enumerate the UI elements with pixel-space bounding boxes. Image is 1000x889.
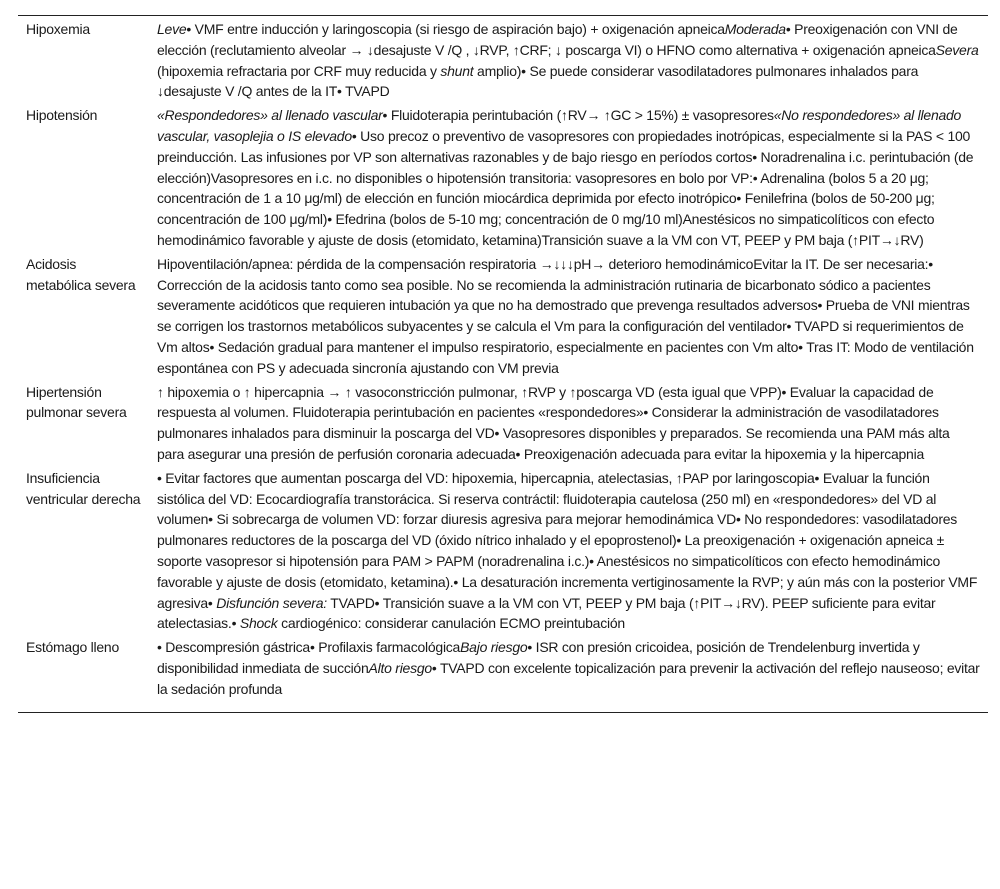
italic-text-segment: Bajo riesgo xyxy=(460,639,528,656)
text-segment: ↑ hipoxemia o ↑ hipercapnia → ↑ vasoconstricción pulmonar, ↑RVP y ↑poscarga VD (esta igual que VPP)• Evaluar la capacidad de respuesta al volumen. Fluidoterapia perintubación en pacientes «respondedores»• Considerar la administración de vasodilatadores pulmonares inhalados para disminuir la poscarga del VD• Vasopresores disponibles y preparados. Se recomienda una PAM más alta para asegurar una presión de perfusión coronaria adecuada• Preoxigenación adecuada para evitar la hipoxemia y la hipercapnia xyxy=(157,383,950,462)
italic-text-segment: shunt xyxy=(440,62,474,79)
row-content xyxy=(149,16,988,103)
row-content xyxy=(149,379,988,465)
text-segment: • Preoxigenación con VNI de elección (reclutamiento alveolar → ↓desajuste V /Q , ↓RVP, ↑CRF; ↓ poscarga VI) o HFNO como alternativa + oxigenación apneica xyxy=(157,21,958,58)
text-segment: cardiogénico: considerar canulación ECMO preintubación xyxy=(277,615,625,632)
text-segment: • Fluidoterapia perintubación (↑RV→ ↑GC > 15%) ± vasopresores xyxy=(382,107,774,124)
text-segment: amplio)• Se puede considerar vasodilatadores pulmonares inhalados para ↓desajuste V /Q antes de la IT• TVAPD xyxy=(157,62,919,100)
row-label: Estómago lleno xyxy=(26,639,120,656)
italic-text-segment: «Respondedores» al llenado vascular xyxy=(157,107,383,124)
table-body xyxy=(18,16,988,713)
row-content xyxy=(149,465,988,634)
table-row xyxy=(18,465,988,634)
text-segment: • Descompresión gástrica• Profilaxis farmacológica xyxy=(157,639,461,656)
italic-text-segment: Leve xyxy=(157,21,187,37)
row-label: Hipertensión pulmonar severa xyxy=(26,383,127,421)
text-segment: • Evitar factores que aumentan poscarga del VD: hipoxemia, hipercapnia, atelectasias, ↑PAP por laringoscopia• Evaluar la función sistólica del VD: Ecocardiografía transtorácica. Si reserva contráctil: fluidoterapia cautelosa (250 ml) en «respondedores» del VD al volumen• Si sobrecarga de volumen VD: forzar diuresis agresiva para mejorar hemodinámica VD• No respondedores: vasodilatadores pulmonares reductores de la poscarga del VD (óxido nítrico inhalado y el epoprostenol)• La preoxigenación + oxigenación apneica ± soporte vasopresor si hipotensión para PAM > PAPM (noradrenalina i.c.)• Anestésicos no simpaticolíticos con efecto hemodinámico favorable y ajuste de dosis (etomidato, ketamina).• La desaturación incrementa vertiginosamente la RVP; y aún más con la posterior VMF agresiva• xyxy=(157,469,978,611)
row-label: Hipoxemia xyxy=(26,21,90,37)
table-row xyxy=(18,251,988,379)
row-label: Insuficiencia ventricular derecha xyxy=(26,469,141,507)
italic-text-segment: Alto riesgo xyxy=(368,659,432,676)
text-segment: (hipoxemia refractaria por CRF muy reducida y xyxy=(157,62,441,79)
clinical-table xyxy=(18,15,988,713)
row-content xyxy=(149,102,988,251)
text-segment: • VMF entre inducción y laringoscopia (si riesgo de aspiración bajo) + oxigenación apneica xyxy=(186,21,725,37)
table-row xyxy=(18,102,988,251)
row-content xyxy=(149,634,988,712)
text-segment: Hipoventilación/apnea: pérdida de la compensación respiratoria →↓↓↓pH→ deterioro hemodinámicoEvitar la IT. De ser necesaria:• Corrección de la acidosis tanto como sea posible. No se recomienda la administración rutinaria de bicarbonato sódico a pacientes severamente acidóticos que requieren intubación ya que no ha demostrado que prevenga resultados adversos• Prueba de VNI mientras se corrigen los trastornos metabólicos subyacentes y se calcula el Vm para la configuración del ventilador• TVAPD si requerimientos de Vm altos• Sedación gradual para mantener el impulso respiratorio, especialmente en pacientes con Vm alto• Tras IT: Modo de ventilación espontánea con PS y adecuada sincronía ajustando con VM previa xyxy=(157,255,974,376)
text-segment: • ISR con presión cricoidea, posición de Trendelenburg invertida y disponibilidad inmediata de succión xyxy=(157,639,920,676)
text-segment: • Uso precoz o preventivo de vasopresores con propiedades inotrópicas, especialmente si la PAS < 100 preinducción. Las infusiones por VP son alternativas razonables y de bajo riesgo en períodos cortos• Noradrenalina i.c. perintubación (de elección)Vasopresores en i.c. no disponibles o hipotensión transitoria: vasopresores en bolo por VP:• Adrenalina (bolos 5 a 20 μg; concentración de 1 a 10 μg/ml) de elección en función miocárdica deprimida por efecto inotrópico• Fenilefrina (bolos de 50-200 μg; concentración de 100 μg/ml)• Efedrina (bolos de 5-10 mg; concentración de 0 mg/10 ml)Anestésicos no simpaticolíticos con efecto hemodinámico favorable y ajuste de dosis (etomidato, ketamina)Transición suave a la VM con VT, PEEP y PM baja (↑PIT→↓RV) xyxy=(157,127,974,248)
text-segment: • TVAPD con excelente topicalización para prevenir la activación del reflejo nauseoso; evitar la sedación profunda xyxy=(157,659,980,697)
row-label: Hipotensión xyxy=(26,107,98,124)
table-row xyxy=(18,16,988,103)
row-content xyxy=(149,251,988,379)
italic-text-segment: «No respondedores» al llenado vascular, vasoplejia o IS elevado xyxy=(157,107,962,144)
table-row xyxy=(18,379,988,465)
table-row xyxy=(18,634,988,712)
text-segment: TVAPD• Transición suave a la VM con VT, PEEP y PM baja (↑PIT→↓RV). PEEP suficiente para evitar atelectasias.• xyxy=(157,594,936,632)
row-label: Acidosis metabólica severa xyxy=(26,255,136,293)
italic-text-segment: Disfunción severa: xyxy=(216,594,327,611)
italic-text-segment: Shock xyxy=(239,615,278,632)
italic-text-segment: Severa xyxy=(935,41,979,58)
italic-text-segment: Moderada xyxy=(724,21,786,37)
